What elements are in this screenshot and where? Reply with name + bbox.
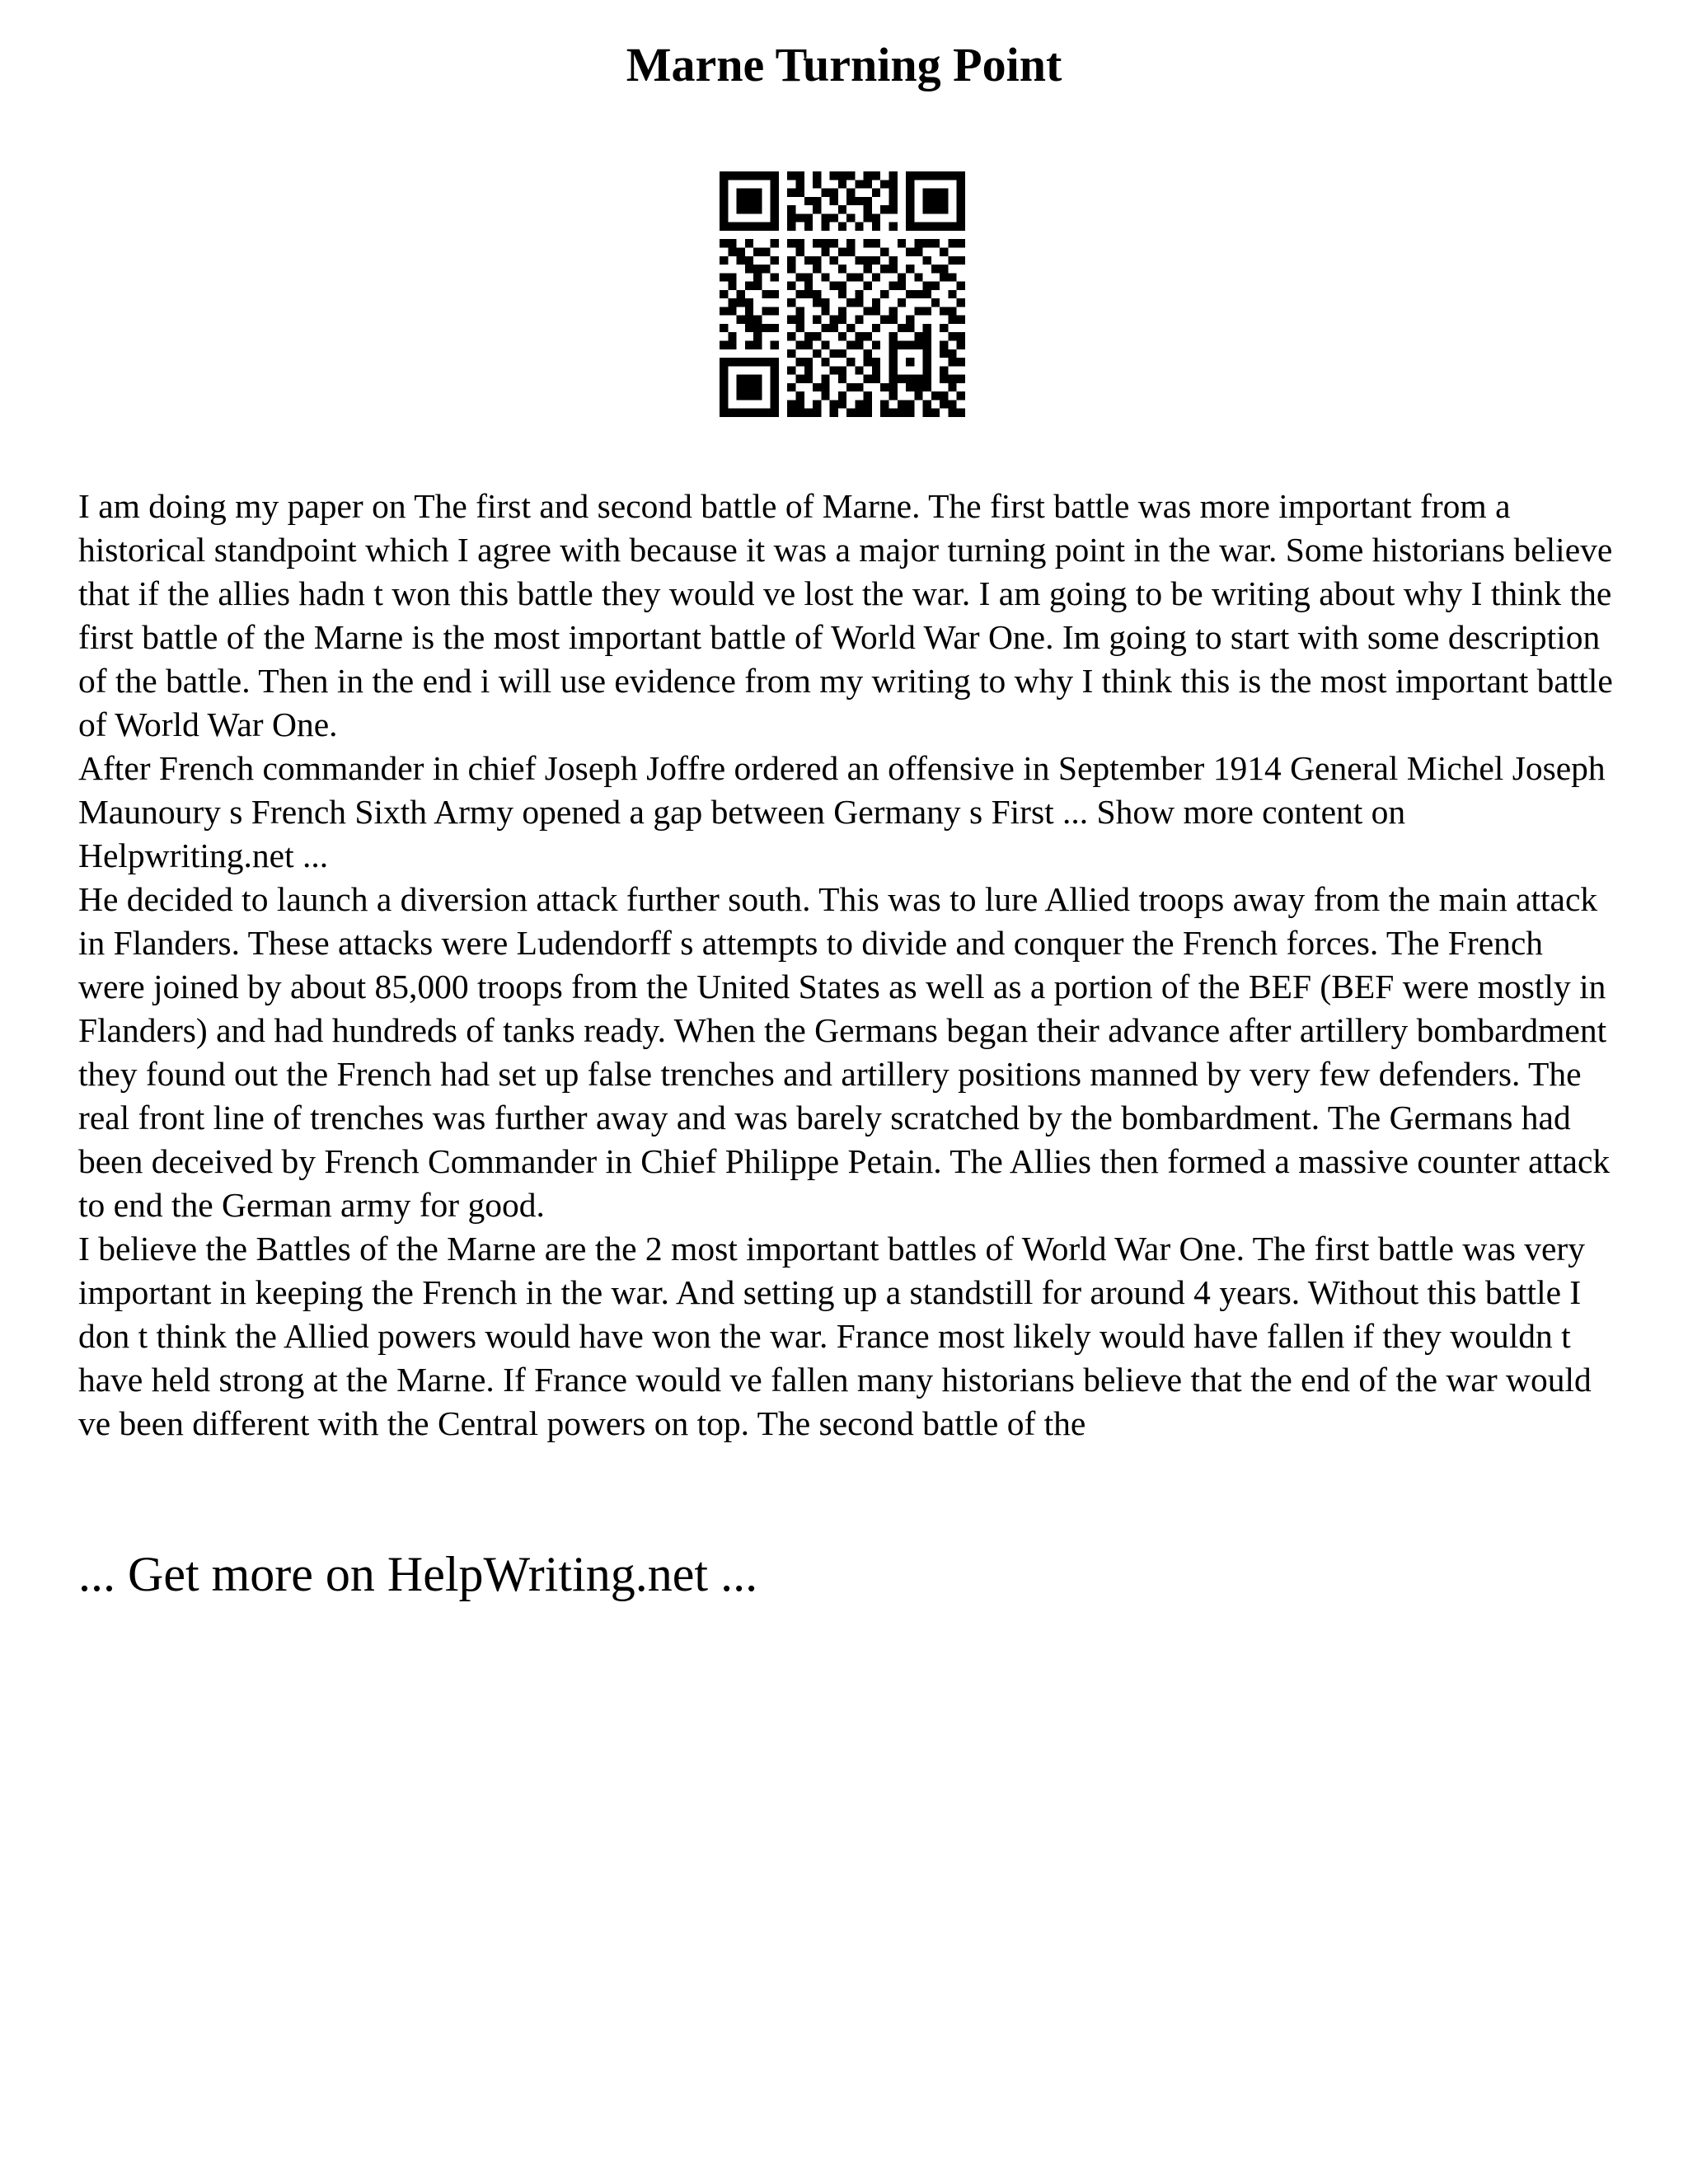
get-more-link[interactable]: ... Get more on HelpWriting.net ... bbox=[78, 1547, 758, 1601]
paragraph-2: After French commander in chief Joseph Joffre ordered an offensive in September 1914 General Michel Joseph Maunoury s French Sixth Army opened a gap between Germany s First ... Show more content on Helpwriting.net ... bbox=[78, 749, 1606, 874]
article-body bbox=[78, 485, 1615, 1446]
paragraph-4: I believe the Battles of the Marne are the 2 most important battles of World War One. The first battle was very important in keeping the French in the war. And setting up a standstill for around 4 years. Without this battle I don t think the Allied powers would have won the war. France most likely would have fallen if they wouldn t have held strong at the Marne. If France would ve fallen many historians believe that the end of the war would ve been different with the Central powers on top. The second battle of the bbox=[78, 1230, 1592, 1442]
qr-code-icon bbox=[720, 171, 965, 417]
paragraph-3: He decided to launch a diversion attack further south. This was to lure Allied troops away from the main attack in Flanders. These attacks were Ludendorff s attempts to divide and conquer the French forces. The French were joined by about 85,000 troops from the United States as well as a portion of the BEF (BEF were mostly in Flanders) and had hundreds of tanks ready. When the Germans began their advance after artillery bombardment they found out the French had set up false trenches and artillery positions manned by very few defenders. The real front line of trenches was further away and was barely scratched by the bombardment. The Germans had been deceived by French Commander in Chief Philippe Petain. The Allies then formed a massive counter attack to end the German army for good. bbox=[78, 880, 1611, 1224]
page-title: Marne Turning Point bbox=[626, 38, 1062, 91]
paragraph-1: I am doing my paper on The first and second battle of Marne. The first battle was more important from a historical standpoint which I agree with because it was a major turning point in the war. Some historians believe that if the allies hadn t won this battle they would ve lost the war. I am going to be writing about why I think the first battle of the Marne is the most important battle of World War One. Im going to start with some description of the battle. Then in the end i will use evidence from my writing to why I think this is the most important battle of World War One. bbox=[78, 487, 1613, 743]
